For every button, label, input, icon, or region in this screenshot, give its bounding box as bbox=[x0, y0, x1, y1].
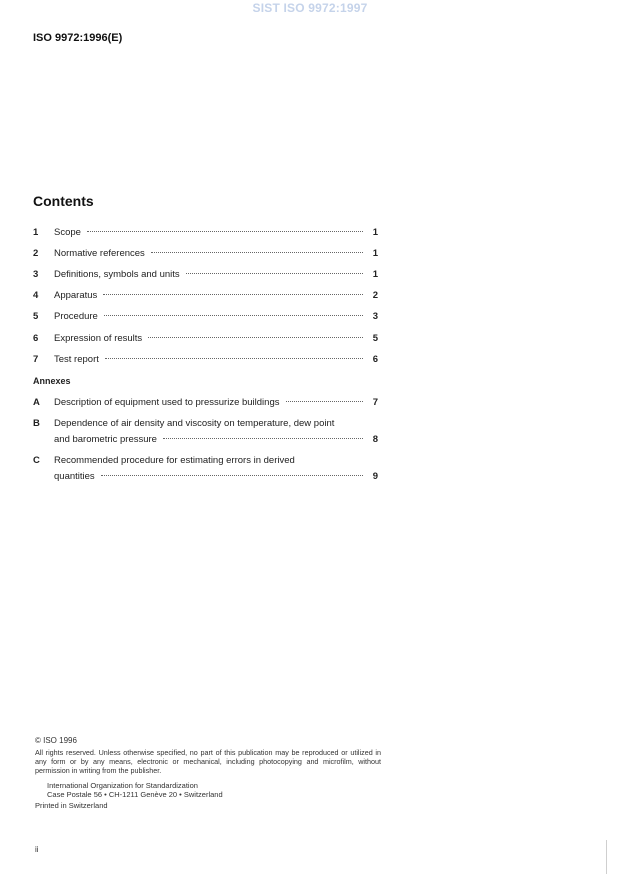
toc-title-line: Recommended procedure for estimating errors in derived bbox=[54, 455, 295, 466]
toc-number: 5 bbox=[33, 311, 39, 322]
toc-leader-dots bbox=[148, 337, 363, 338]
toc-number: 4 bbox=[33, 290, 39, 301]
toc-title: Test report bbox=[54, 354, 99, 365]
toc-leader-dots bbox=[103, 294, 363, 295]
contents-title: Contents bbox=[33, 193, 94, 209]
toc-leader-dots bbox=[87, 231, 363, 232]
toc-leader-dots bbox=[163, 438, 363, 439]
toc-number: 2 bbox=[33, 248, 39, 259]
toc-page-number: 3 bbox=[372, 311, 378, 322]
toc-page-number: 2 bbox=[372, 290, 378, 301]
toc-number: 1 bbox=[33, 227, 39, 238]
toc-title-line: quantities bbox=[54, 471, 95, 482]
rights-statement: All rights reserved. Unless otherwise specified, no part of this publication may be reproduced or utilized in any form or by any means, electronic or mechanical, including photocopying and microfilm, without permission in writing from the publisher. bbox=[35, 748, 381, 775]
toc-leader-dots bbox=[105, 358, 363, 359]
toc-page-number: 9 bbox=[372, 471, 378, 482]
document-id: ISO 9972:1996(E) bbox=[33, 32, 123, 44]
toc-entry[interactable] bbox=[33, 290, 378, 306]
page-number: ii bbox=[35, 845, 39, 854]
toc-annex-entry[interactable] bbox=[33, 455, 378, 487]
toc-annex-entry[interactable] bbox=[33, 397, 378, 413]
toc-leader-dots bbox=[186, 273, 363, 274]
toc-page-number: 1 bbox=[372, 269, 378, 280]
toc-page-number: 5 bbox=[372, 333, 378, 344]
toc-title: Scope bbox=[54, 227, 81, 238]
organization-name: International Organization for Standardization bbox=[47, 781, 198, 790]
toc-title: Normative references bbox=[54, 248, 145, 259]
toc-entry[interactable] bbox=[33, 269, 378, 285]
toc-page-number: 1 bbox=[372, 248, 378, 259]
toc-title-line: Dependence of air density and viscosity on temperature, dew point bbox=[54, 418, 335, 429]
toc-annex-letter: C bbox=[33, 455, 40, 466]
toc-leader-dots bbox=[101, 475, 363, 476]
toc-page-number: 1 bbox=[372, 227, 378, 238]
toc-title: Definitions, symbols and units bbox=[54, 269, 180, 280]
toc-title: Expression of results bbox=[54, 333, 143, 344]
toc-entry[interactable] bbox=[33, 354, 378, 370]
toc-number: 6 bbox=[33, 333, 39, 344]
toc-number: 7 bbox=[33, 354, 39, 365]
toc-entry[interactable] bbox=[33, 248, 378, 264]
toc-title-line: and barometric pressure bbox=[54, 434, 157, 445]
toc-page-number: 7 bbox=[372, 397, 378, 408]
toc-annex-letter: A bbox=[33, 397, 40, 408]
toc-page-number: 8 bbox=[372, 434, 378, 445]
toc-leader-dots bbox=[104, 315, 363, 316]
toc-annex-letter: B bbox=[33, 418, 40, 429]
toc-title: Description of equipment used to pressurize buildings bbox=[54, 397, 280, 408]
watermark: SIST ISO 9972:1997 bbox=[252, 1, 368, 15]
toc-page-number: 6 bbox=[372, 354, 378, 365]
copyright-notice: © ISO 1996 bbox=[35, 736, 77, 745]
toc-title: Procedure bbox=[54, 311, 98, 322]
toc-leader-dots bbox=[286, 401, 364, 402]
toc-entry[interactable] bbox=[33, 227, 378, 243]
printed-in: Printed in Switzerland bbox=[35, 801, 108, 810]
annexes-heading: Annexes bbox=[33, 376, 71, 386]
toc-entry[interactable] bbox=[33, 311, 378, 327]
toc-leader-dots bbox=[151, 252, 363, 253]
toc-entry[interactable] bbox=[33, 333, 378, 349]
toc-number: 3 bbox=[33, 269, 39, 280]
scan-edge-line bbox=[606, 840, 607, 874]
organization-address: Case Postale 56 • CH-1211 Genève 20 • Switzerland bbox=[47, 790, 223, 799]
toc-title: Apparatus bbox=[54, 290, 98, 301]
toc-annex-entry[interactable] bbox=[33, 418, 378, 450]
